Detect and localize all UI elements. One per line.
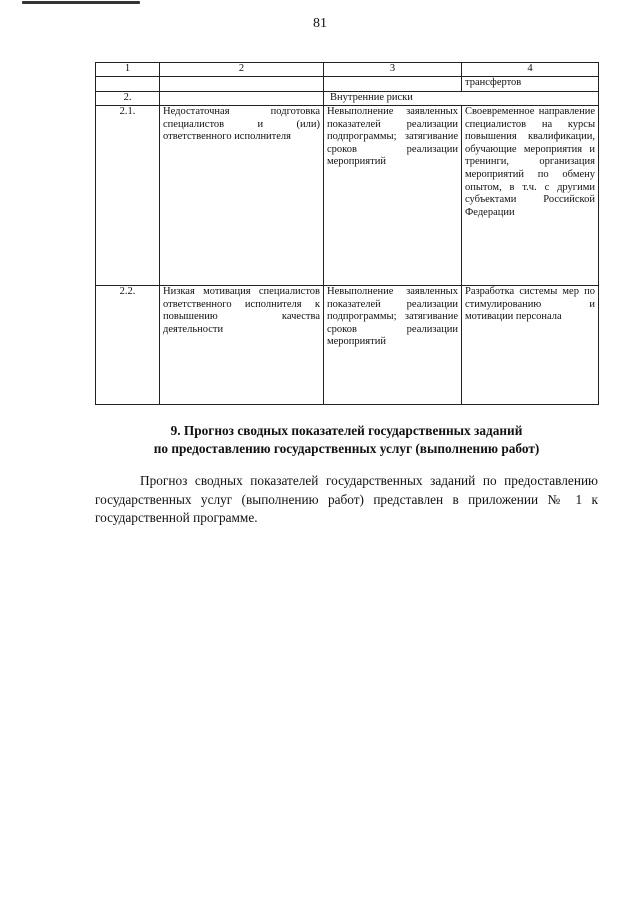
section-paragraph: Прогноз сводных показателей государственных заданий по предоставлению государственных услуг (выполнению работ) представлен в приложении № 1 к государственной программе. bbox=[95, 473, 598, 525]
column-header: 2 bbox=[160, 63, 324, 77]
table-row bbox=[96, 106, 599, 286]
table-cell: трансфертов bbox=[462, 77, 599, 92]
risk-measures: Разработка системы мер по стимулированию и мотивации персонала bbox=[465, 286, 595, 323]
column-header: 3 bbox=[324, 63, 462, 77]
table-row bbox=[96, 286, 599, 405]
risk-table bbox=[95, 62, 599, 405]
section-heading-line: по предоставлению государственных услуг (выполнению работ) bbox=[153, 441, 540, 456]
top-edge-mark bbox=[22, 1, 140, 4]
column-header: 4 bbox=[462, 63, 599, 77]
table-cell bbox=[160, 77, 324, 92]
page-number: 81 bbox=[313, 16, 327, 31]
row-number: 2. bbox=[96, 92, 160, 106]
group-title: Внутренние риски bbox=[324, 92, 599, 106]
risk-consequence: Невыполнение заявленных показателей реализации подпрограммы; затягивание сроков реализации мероприятий bbox=[327, 106, 458, 168]
table-row bbox=[96, 77, 599, 92]
section-heading-line: 9. Прогноз сводных показателей государственных заданий bbox=[170, 423, 523, 438]
row-number: 2.1. bbox=[96, 106, 160, 286]
table-cell bbox=[160, 92, 324, 106]
risk-consequence: Невыполнение заявленных показателей реализации подпрограммы; затягивание сроков реализации мероприятий bbox=[327, 286, 458, 348]
section-heading bbox=[95, 422, 598, 458]
table-header-row bbox=[96, 63, 599, 77]
risk-description: Низкая мотивация специалистов ответственного исполнителя к повышению качества деятельности bbox=[163, 286, 320, 335]
table-row bbox=[96, 92, 599, 106]
table-cell bbox=[324, 77, 462, 92]
row-number: 2.2. bbox=[96, 286, 160, 405]
risk-description: Недостаточная подготовка специалистов и (или) ответственного исполнителя bbox=[163, 106, 320, 143]
table-cell bbox=[96, 77, 160, 92]
risk-measures: Своевременное направление специалистов на курсы повышения квалификации, обучающие мероприятия и тренинги, организация мероприятий по обмену опытом, в т.ч. с другими субъектами Российской Федерации bbox=[465, 106, 595, 218]
column-header: 1 bbox=[96, 63, 160, 77]
